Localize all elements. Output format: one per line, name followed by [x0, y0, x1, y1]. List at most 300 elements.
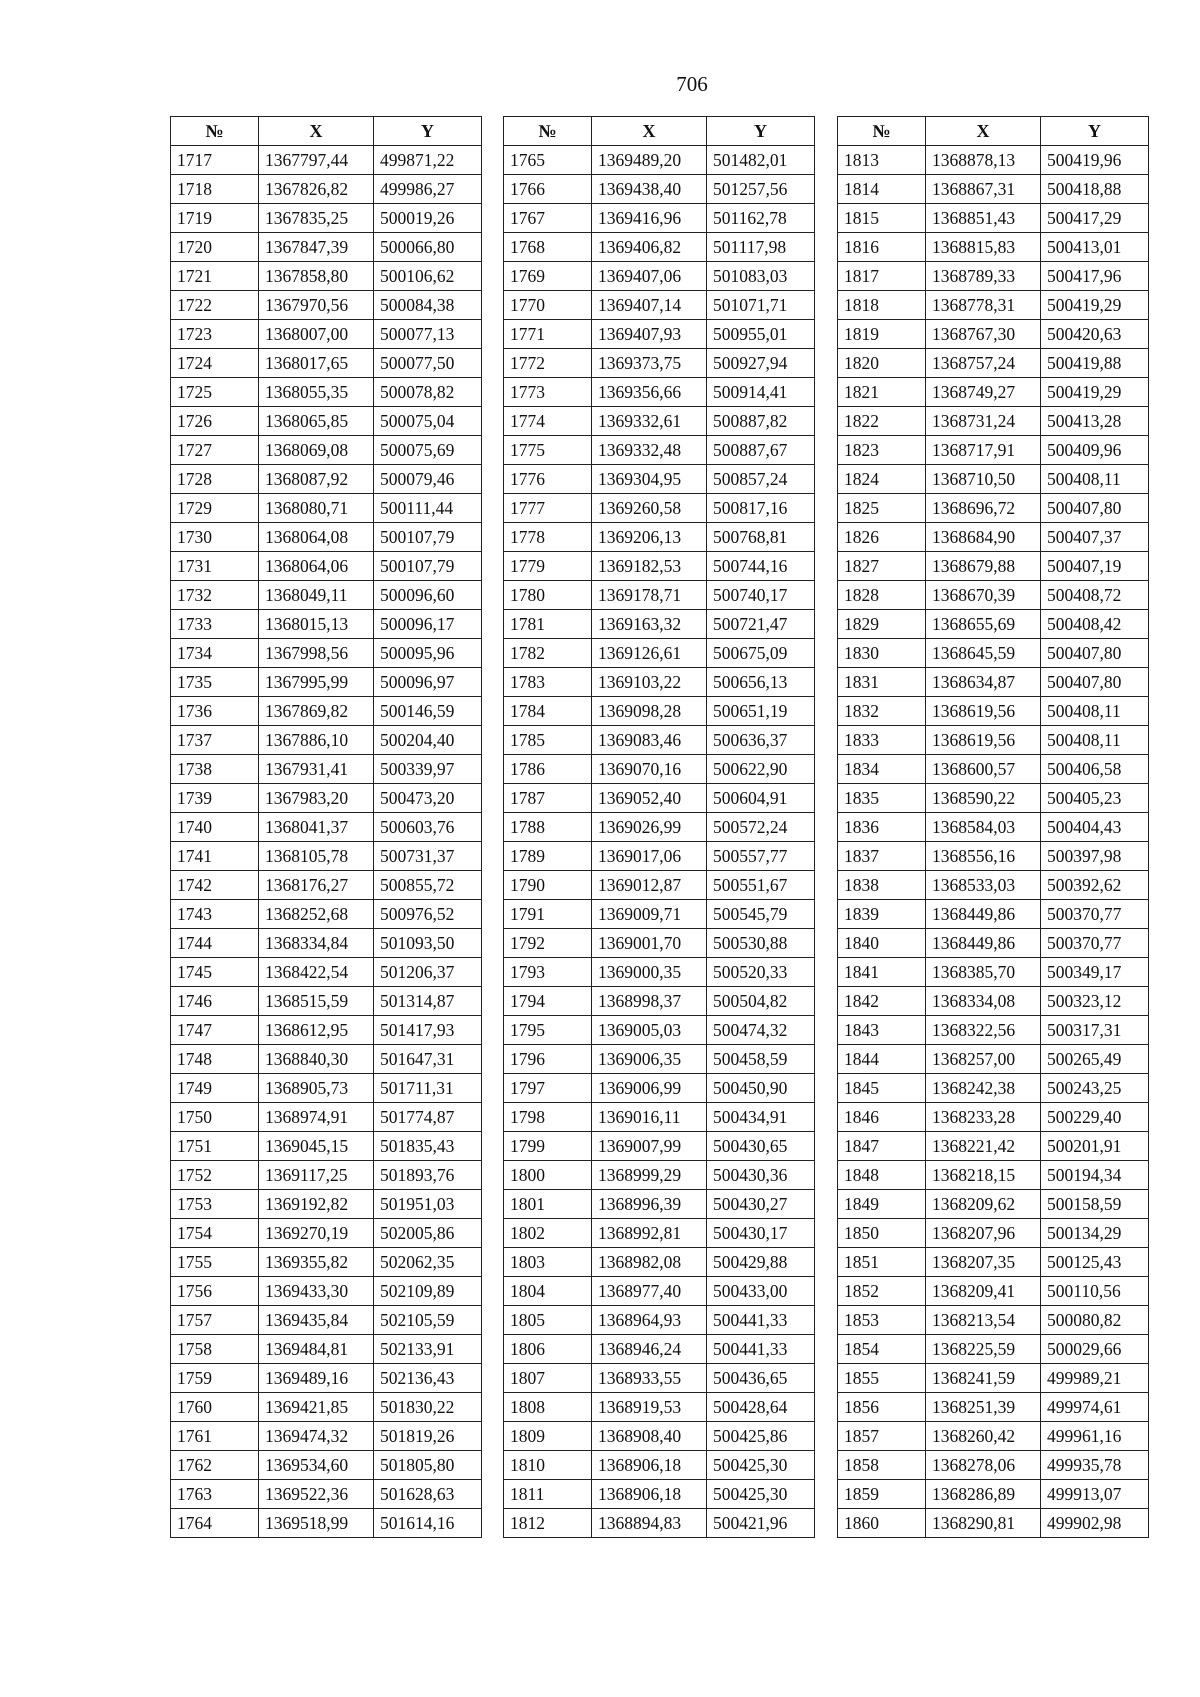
- x-coordinate-cell: 1368213,54: [926, 1306, 1041, 1335]
- page-number: 706: [676, 72, 708, 96]
- table-row: [171, 1422, 482, 1451]
- point-number-cell: 1849: [838, 1190, 926, 1219]
- point-number-cell: 1801: [504, 1190, 592, 1219]
- point-number-cell: 1726: [171, 407, 259, 436]
- table-row: [171, 1190, 482, 1219]
- point-number-cell: 1839: [838, 900, 926, 929]
- table-row: [504, 494, 815, 523]
- table-row: [504, 610, 815, 639]
- y-coordinate-cell: 500408,11: [1041, 726, 1149, 755]
- y-coordinate-cell: 500413,28: [1041, 407, 1149, 436]
- table-row: [504, 465, 815, 494]
- point-number-cell: 1760: [171, 1393, 259, 1422]
- y-coordinate-cell: 500339,97: [374, 755, 482, 784]
- point-number-cell: 1837: [838, 842, 926, 871]
- y-coordinate-cell: 500768,81: [707, 523, 815, 552]
- y-coordinate-cell: 501805,80: [374, 1451, 482, 1480]
- table-row: [171, 900, 482, 929]
- point-number-cell: 1750: [171, 1103, 259, 1132]
- y-coordinate-cell: 500370,77: [1041, 929, 1149, 958]
- x-coordinate-cell: 1367858,80: [259, 262, 374, 291]
- y-coordinate-cell: 500419,96: [1041, 146, 1149, 175]
- point-number-cell: 1723: [171, 320, 259, 349]
- x-coordinate-cell: 1368757,24: [926, 349, 1041, 378]
- y-coordinate-cell: 500731,37: [374, 842, 482, 871]
- table-header-row: [171, 117, 482, 146]
- point-number-cell: 1776: [504, 465, 592, 494]
- table-row: [504, 1248, 815, 1277]
- point-number-cell: 1755: [171, 1248, 259, 1277]
- table-row: [838, 958, 1149, 987]
- table-row: [504, 784, 815, 813]
- y-coordinate-cell: 500407,80: [1041, 639, 1149, 668]
- x-coordinate-cell: 1368982,08: [592, 1248, 707, 1277]
- table-row: [838, 755, 1149, 784]
- point-number-cell: 1745: [171, 958, 259, 987]
- y-coordinate-cell: 500656,13: [707, 668, 815, 697]
- table-row: [838, 1422, 1149, 1451]
- table-row: [171, 958, 482, 987]
- point-number-cell: 1824: [838, 465, 926, 494]
- table-row: [504, 1364, 815, 1393]
- y-coordinate-cell: 501093,50: [374, 929, 482, 958]
- x-coordinate-cell: 1368064,06: [259, 552, 374, 581]
- table-row: [171, 1161, 482, 1190]
- header-number: №: [504, 117, 592, 146]
- x-coordinate-cell: 1367998,56: [259, 639, 374, 668]
- header-y: Y: [374, 117, 482, 146]
- point-number-cell: 1846: [838, 1103, 926, 1132]
- table-row: [838, 1219, 1149, 1248]
- point-number-cell: 1826: [838, 523, 926, 552]
- x-coordinate-cell: 1368908,40: [592, 1422, 707, 1451]
- x-coordinate-cell: 1368064,08: [259, 523, 374, 552]
- table-row: [504, 523, 815, 552]
- table-row: [838, 1335, 1149, 1364]
- x-coordinate-cell: 1368998,37: [592, 987, 707, 1016]
- x-coordinate-cell: 1368209,41: [926, 1277, 1041, 1306]
- y-coordinate-cell: 500441,33: [707, 1306, 815, 1335]
- y-coordinate-cell: 500409,96: [1041, 436, 1149, 465]
- y-coordinate-cell: 500651,19: [707, 697, 815, 726]
- y-coordinate-cell: 500204,40: [374, 726, 482, 755]
- y-coordinate-cell: 501206,37: [374, 958, 482, 987]
- x-coordinate-cell: 1368041,37: [259, 813, 374, 842]
- y-coordinate-cell: 500436,65: [707, 1364, 815, 1393]
- table-row: [171, 929, 482, 958]
- point-number-cell: 1729: [171, 494, 259, 523]
- point-number-cell: 1804: [504, 1277, 592, 1306]
- x-coordinate-cell: 1368385,70: [926, 958, 1041, 987]
- table-body: [504, 146, 815, 1538]
- table-row: [171, 233, 482, 262]
- table-row: [504, 378, 815, 407]
- x-coordinate-cell: 1368894,83: [592, 1509, 707, 1538]
- point-number-cell: 1815: [838, 204, 926, 233]
- y-coordinate-cell: 500096,17: [374, 610, 482, 639]
- x-coordinate-cell: 1368964,93: [592, 1306, 707, 1335]
- y-coordinate-cell: 500407,80: [1041, 494, 1149, 523]
- y-coordinate-cell: 499913,07: [1041, 1480, 1149, 1509]
- table-row: [171, 1219, 482, 1248]
- x-coordinate-cell: 1369005,03: [592, 1016, 707, 1045]
- point-number-cell: 1853: [838, 1306, 926, 1335]
- x-coordinate-cell: 1369332,48: [592, 436, 707, 465]
- y-coordinate-cell: 500675,09: [707, 639, 815, 668]
- x-coordinate-cell: 1368645,59: [926, 639, 1041, 668]
- point-number-cell: 1725: [171, 378, 259, 407]
- point-number-cell: 1858: [838, 1451, 926, 1480]
- table-row: [838, 233, 1149, 262]
- x-coordinate-cell: 1368767,30: [926, 320, 1041, 349]
- table-row: [504, 204, 815, 233]
- y-coordinate-cell: 500096,97: [374, 668, 482, 697]
- y-coordinate-cell: 500323,12: [1041, 987, 1149, 1016]
- point-number-cell: 1843: [838, 1016, 926, 1045]
- x-coordinate-cell: 1369534,60: [259, 1451, 374, 1480]
- x-coordinate-cell: 1369270,19: [259, 1219, 374, 1248]
- point-number-cell: 1822: [838, 407, 926, 436]
- y-coordinate-cell: 501614,16: [374, 1509, 482, 1538]
- table-row: [171, 349, 482, 378]
- y-coordinate-cell: 499961,16: [1041, 1422, 1149, 1451]
- y-coordinate-cell: 501893,76: [374, 1161, 482, 1190]
- x-coordinate-cell: 1369489,16: [259, 1364, 374, 1393]
- x-coordinate-cell: 1369518,99: [259, 1509, 374, 1538]
- y-coordinate-cell: 501951,03: [374, 1190, 482, 1219]
- header-number: №: [838, 117, 926, 146]
- y-coordinate-cell: 500551,67: [707, 871, 815, 900]
- coordinate-table-3: [837, 116, 1149, 1538]
- x-coordinate-cell: 1368257,00: [926, 1045, 1041, 1074]
- table-row: [838, 697, 1149, 726]
- point-number-cell: 1819: [838, 320, 926, 349]
- table-row: [504, 581, 815, 610]
- point-number-cell: 1749: [171, 1074, 259, 1103]
- x-coordinate-cell: 1367869,82: [259, 697, 374, 726]
- point-number-cell: 1783: [504, 668, 592, 697]
- table-row: [504, 958, 815, 987]
- y-coordinate-cell: 500603,76: [374, 813, 482, 842]
- table-row: [838, 1451, 1149, 1480]
- point-number-cell: 1823: [838, 436, 926, 465]
- table-row: [504, 1277, 815, 1306]
- x-coordinate-cell: 1368286,89: [926, 1480, 1041, 1509]
- y-coordinate-cell: 500636,37: [707, 726, 815, 755]
- point-number-cell: 1781: [504, 610, 592, 639]
- table-row: [171, 1103, 482, 1132]
- table-row: [171, 407, 482, 436]
- point-number-cell: 1842: [838, 987, 926, 1016]
- table-row: [504, 1306, 815, 1335]
- x-coordinate-cell: 1369052,40: [592, 784, 707, 813]
- x-coordinate-cell: 1369178,71: [592, 581, 707, 610]
- table-row: [504, 1480, 815, 1509]
- point-number-cell: 1816: [838, 233, 926, 262]
- y-coordinate-cell: 500721,47: [707, 610, 815, 639]
- table-row: [504, 697, 815, 726]
- y-coordinate-cell: 500243,25: [1041, 1074, 1149, 1103]
- table-row: [504, 1509, 815, 1538]
- table-row: [171, 494, 482, 523]
- table-row: [838, 204, 1149, 233]
- table-row: [838, 494, 1149, 523]
- x-coordinate-cell: 1369083,46: [592, 726, 707, 755]
- x-coordinate-cell: 1369006,35: [592, 1045, 707, 1074]
- table-row: [838, 900, 1149, 929]
- point-number-cell: 1758: [171, 1335, 259, 1364]
- x-coordinate-cell: 1368867,31: [926, 175, 1041, 204]
- x-coordinate-cell: 1368684,90: [926, 523, 1041, 552]
- point-number-cell: 1844: [838, 1045, 926, 1074]
- table-row: [504, 175, 815, 204]
- point-number-cell: 1807: [504, 1364, 592, 1393]
- x-coordinate-cell: 1368007,00: [259, 320, 374, 349]
- y-coordinate-cell: 500604,91: [707, 784, 815, 813]
- table-row: [171, 842, 482, 871]
- y-coordinate-cell: 500419,29: [1041, 291, 1149, 320]
- y-coordinate-cell: 501417,93: [374, 1016, 482, 1045]
- point-number-cell: 1722: [171, 291, 259, 320]
- y-coordinate-cell: 499974,61: [1041, 1393, 1149, 1422]
- y-coordinate-cell: 500744,16: [707, 552, 815, 581]
- y-coordinate-cell: 499871,22: [374, 146, 482, 175]
- y-coordinate-cell: 501711,31: [374, 1074, 482, 1103]
- x-coordinate-cell: 1369182,53: [592, 552, 707, 581]
- x-coordinate-cell: 1369433,30: [259, 1277, 374, 1306]
- table-row: [838, 1480, 1149, 1509]
- table-row: [171, 1248, 482, 1277]
- point-number-cell: 1810: [504, 1451, 592, 1480]
- point-number-cell: 1719: [171, 204, 259, 233]
- y-coordinate-cell: 501162,78: [707, 204, 815, 233]
- table-row: [504, 1422, 815, 1451]
- table-row: [838, 987, 1149, 1016]
- y-coordinate-cell: 502062,35: [374, 1248, 482, 1277]
- point-number-cell: 1831: [838, 668, 926, 697]
- table-row: [838, 1016, 1149, 1045]
- table-row: [171, 523, 482, 552]
- point-number-cell: 1791: [504, 900, 592, 929]
- y-coordinate-cell: 500111,44: [374, 494, 482, 523]
- x-coordinate-cell: 1368556,16: [926, 842, 1041, 871]
- table-row: [171, 610, 482, 639]
- x-coordinate-cell: 1369304,95: [592, 465, 707, 494]
- x-coordinate-cell: 1369435,84: [259, 1306, 374, 1335]
- y-coordinate-cell: 500430,65: [707, 1132, 815, 1161]
- y-coordinate-cell: 502133,91: [374, 1335, 482, 1364]
- y-coordinate-cell: 499935,78: [1041, 1451, 1149, 1480]
- x-coordinate-cell: 1367835,25: [259, 204, 374, 233]
- table-row: [504, 929, 815, 958]
- table-row: [171, 1451, 482, 1480]
- x-coordinate-cell: 1368905,73: [259, 1074, 374, 1103]
- point-number-cell: 1784: [504, 697, 592, 726]
- x-coordinate-cell: 1369474,32: [259, 1422, 374, 1451]
- point-number-cell: 1733: [171, 610, 259, 639]
- table-row: [171, 1364, 482, 1393]
- y-coordinate-cell: 500407,37: [1041, 523, 1149, 552]
- y-coordinate-cell: 500106,62: [374, 262, 482, 291]
- x-coordinate-cell: 1368209,62: [926, 1190, 1041, 1219]
- table-row: [504, 1190, 815, 1219]
- point-number-cell: 1859: [838, 1480, 926, 1509]
- y-coordinate-cell: 501482,01: [707, 146, 815, 175]
- table-row: [504, 755, 815, 784]
- point-number-cell: 1808: [504, 1393, 592, 1422]
- y-coordinate-cell: 500349,17: [1041, 958, 1149, 987]
- table-row: [838, 1190, 1149, 1219]
- x-coordinate-cell: 1368670,39: [926, 581, 1041, 610]
- y-coordinate-cell: 500397,98: [1041, 842, 1149, 871]
- point-number-cell: 1825: [838, 494, 926, 523]
- x-coordinate-cell: 1369489,20: [592, 146, 707, 175]
- x-coordinate-cell: 1368422,54: [259, 958, 374, 987]
- y-coordinate-cell: 500019,26: [374, 204, 482, 233]
- y-coordinate-cell: 500927,94: [707, 349, 815, 378]
- table-row: [171, 1016, 482, 1045]
- y-coordinate-cell: 500419,29: [1041, 378, 1149, 407]
- y-coordinate-cell: 500458,59: [707, 1045, 815, 1074]
- y-coordinate-cell: 500433,00: [707, 1277, 815, 1306]
- table-row: [504, 1103, 815, 1132]
- table-row: [171, 639, 482, 668]
- x-coordinate-cell: 1368996,39: [592, 1190, 707, 1219]
- x-coordinate-cell: 1368815,83: [926, 233, 1041, 262]
- y-coordinate-cell: 500080,82: [1041, 1306, 1149, 1335]
- y-coordinate-cell: 500504,82: [707, 987, 815, 1016]
- table-row: [838, 465, 1149, 494]
- point-number-cell: 1754: [171, 1219, 259, 1248]
- x-coordinate-cell: 1368999,29: [592, 1161, 707, 1190]
- table-row: [838, 523, 1149, 552]
- y-coordinate-cell: 500317,31: [1041, 1016, 1149, 1045]
- table-row: [838, 871, 1149, 900]
- x-coordinate-cell: 1368992,81: [592, 1219, 707, 1248]
- y-coordinate-cell: 502005,86: [374, 1219, 482, 1248]
- point-number-cell: 1812: [504, 1509, 592, 1538]
- table-row: [171, 726, 482, 755]
- x-coordinate-cell: 1367983,20: [259, 784, 374, 813]
- x-coordinate-cell: 1368225,59: [926, 1335, 1041, 1364]
- x-coordinate-cell: 1367847,39: [259, 233, 374, 262]
- header-number: №: [171, 117, 259, 146]
- table-row: [171, 813, 482, 842]
- y-coordinate-cell: 500408,72: [1041, 581, 1149, 610]
- header-x: X: [926, 117, 1041, 146]
- x-coordinate-cell: 1368634,87: [926, 668, 1041, 697]
- y-coordinate-cell: 501071,71: [707, 291, 815, 320]
- y-coordinate-cell: 502109,89: [374, 1277, 482, 1306]
- point-number-cell: 1851: [838, 1248, 926, 1277]
- y-coordinate-cell: 500473,20: [374, 784, 482, 813]
- table-row: [838, 1364, 1149, 1393]
- table-row: [171, 1132, 482, 1161]
- y-coordinate-cell: 500530,88: [707, 929, 815, 958]
- y-coordinate-cell: 500075,04: [374, 407, 482, 436]
- header-y: Y: [707, 117, 815, 146]
- x-coordinate-cell: 1369406,82: [592, 233, 707, 262]
- x-coordinate-cell: 1368974,91: [259, 1103, 374, 1132]
- point-number-cell: 1717: [171, 146, 259, 175]
- table-row: [838, 1248, 1149, 1277]
- point-number-cell: 1847: [838, 1132, 926, 1161]
- table-row: [171, 262, 482, 291]
- point-number-cell: 1768: [504, 233, 592, 262]
- table-row: [171, 668, 482, 697]
- table-header-row: [504, 117, 815, 146]
- table-row: [504, 900, 815, 929]
- table-row: [504, 262, 815, 291]
- y-coordinate-cell: 500158,59: [1041, 1190, 1149, 1219]
- table-header-row: [838, 117, 1149, 146]
- x-coordinate-cell: 1368241,59: [926, 1364, 1041, 1393]
- point-number-cell: 1721: [171, 262, 259, 291]
- x-coordinate-cell: 1368600,57: [926, 755, 1041, 784]
- x-coordinate-cell: 1369103,22: [592, 668, 707, 697]
- x-coordinate-cell: 1368252,68: [259, 900, 374, 929]
- y-coordinate-cell: 500817,16: [707, 494, 815, 523]
- point-number-cell: 1731: [171, 552, 259, 581]
- x-coordinate-cell: 1369000,35: [592, 958, 707, 987]
- x-coordinate-cell: 1368290,81: [926, 1509, 1041, 1538]
- y-coordinate-cell: 500078,82: [374, 378, 482, 407]
- y-coordinate-cell: 500740,17: [707, 581, 815, 610]
- table-row: [504, 668, 815, 697]
- table-row: [171, 436, 482, 465]
- point-number-cell: 1777: [504, 494, 592, 523]
- x-coordinate-cell: 1368218,15: [926, 1161, 1041, 1190]
- y-coordinate-cell: 501774,87: [374, 1103, 482, 1132]
- table-row: [504, 813, 815, 842]
- y-coordinate-cell: 500430,17: [707, 1219, 815, 1248]
- y-coordinate-cell: 500405,23: [1041, 784, 1149, 813]
- point-number-cell: 1830: [838, 639, 926, 668]
- table-row: [504, 1045, 815, 1074]
- point-number-cell: 1766: [504, 175, 592, 204]
- x-coordinate-cell: 1368449,86: [926, 929, 1041, 958]
- x-coordinate-cell: 1368717,91: [926, 436, 1041, 465]
- y-coordinate-cell: 500425,86: [707, 1422, 815, 1451]
- x-coordinate-cell: 1368278,06: [926, 1451, 1041, 1480]
- point-number-cell: 1744: [171, 929, 259, 958]
- x-coordinate-cell: 1368015,13: [259, 610, 374, 639]
- point-number-cell: 1730: [171, 523, 259, 552]
- y-coordinate-cell: 500407,80: [1041, 668, 1149, 697]
- x-coordinate-cell: 1368515,59: [259, 987, 374, 1016]
- point-number-cell: 1718: [171, 175, 259, 204]
- table-row: [838, 1277, 1149, 1306]
- point-number-cell: 1775: [504, 436, 592, 465]
- y-coordinate-cell: 500450,90: [707, 1074, 815, 1103]
- x-coordinate-cell: 1368977,40: [592, 1277, 707, 1306]
- header-x: X: [592, 117, 707, 146]
- x-coordinate-cell: 1368069,08: [259, 436, 374, 465]
- y-coordinate-cell: 501257,56: [707, 175, 815, 204]
- table-row: [838, 1074, 1149, 1103]
- x-coordinate-cell: 1369356,66: [592, 378, 707, 407]
- table-row: [171, 175, 482, 204]
- x-coordinate-cell: 1369332,61: [592, 407, 707, 436]
- table-row: [838, 842, 1149, 871]
- point-number-cell: 1832: [838, 697, 926, 726]
- table-row: [504, 436, 815, 465]
- y-coordinate-cell: 501314,87: [374, 987, 482, 1016]
- point-number-cell: 1838: [838, 871, 926, 900]
- y-coordinate-cell: 500855,72: [374, 871, 482, 900]
- x-coordinate-cell: 1368789,33: [926, 262, 1041, 291]
- point-number-cell: 1736: [171, 697, 259, 726]
